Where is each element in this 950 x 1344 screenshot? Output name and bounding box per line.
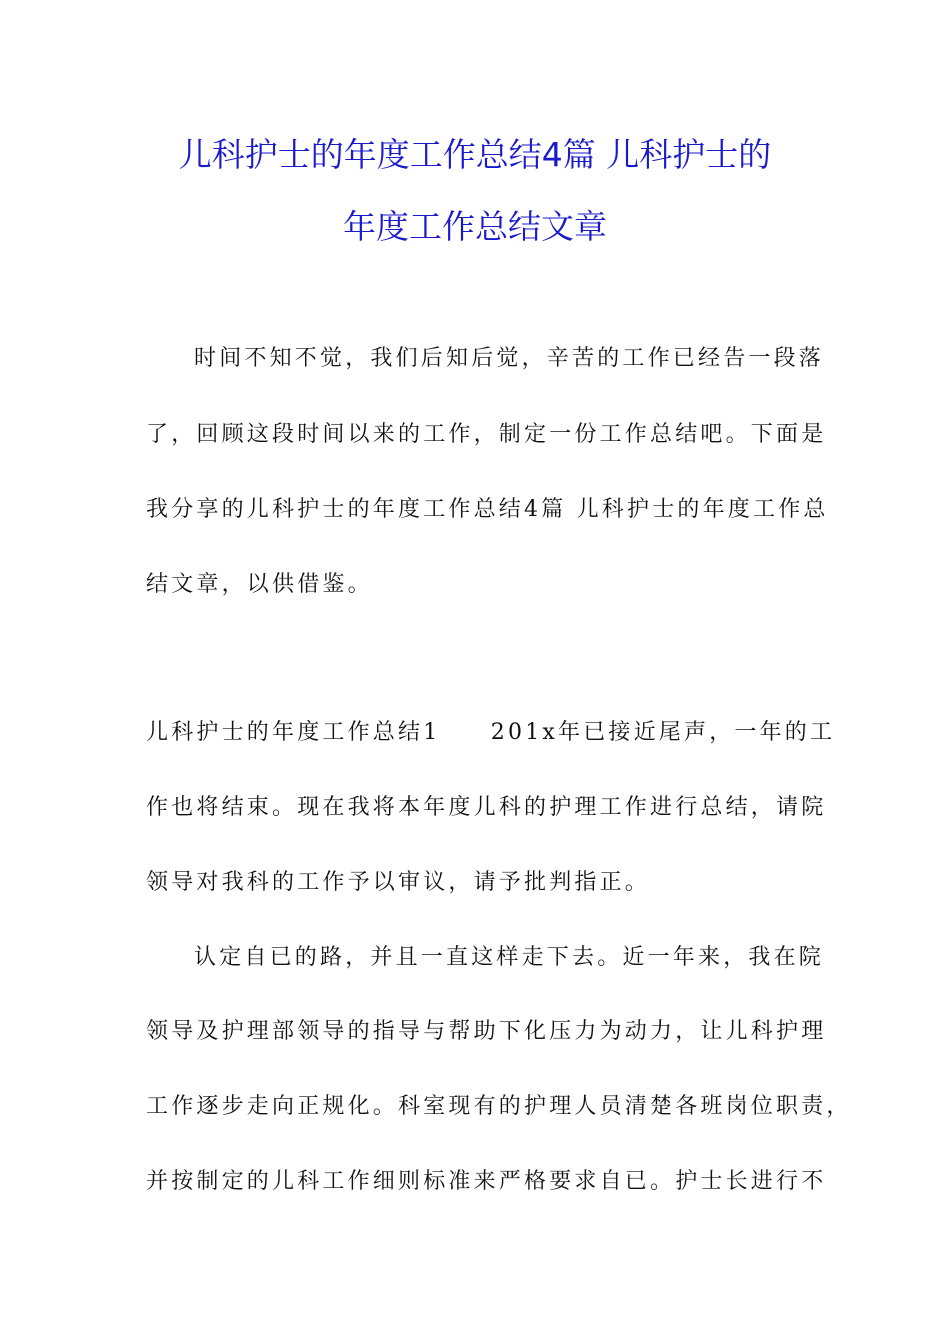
section2-line-4: 并按制定的儿科工作细则标准来严格要求自已。护士长进行不 (146, 1169, 827, 1194)
section1-line-2: 作也将结束。现在我将本年度儿科的护理工作进行总结，请院 (146, 795, 827, 820)
section1-line-3: 领导对我科的工作予以审议，请予批判指正。 (146, 870, 651, 895)
intro-line-4: 结文章，以供借鉴。 (146, 572, 373, 597)
intro-line-1: 时间不知不觉，我们后知后觉，辛苦的工作已经告一段落 (194, 346, 825, 371)
section2-line-3: 工作逐步走向正规化。科室现有的护理人员清楚各班岗位职责， (146, 1094, 852, 1119)
intro-line-2: 了，回顾这段时间以来的工作，制定一份工作总结吧。下面是 (146, 422, 827, 447)
section1-line-1: 儿科护士的年度工作总结1 201x年已接近尾声，一年的工 (146, 720, 836, 745)
section2-line-1: 认定自已的路，并且一直这样走下去。近一年来，我在院 (194, 945, 825, 970)
section2-line-2: 领导及护理部领导的指导与帮助下化压力为动力，让儿科护理 (146, 1019, 827, 1044)
document-title-line-2: 年度工作总结文章 (343, 207, 607, 246)
document-title-line-1: 儿科护士的年度工作总结4篇 儿科护士的 (178, 135, 772, 174)
intro-line-3: 我分享的儿科护士的年度工作总结4篇 儿科护士的年度工作总 (146, 497, 829, 522)
